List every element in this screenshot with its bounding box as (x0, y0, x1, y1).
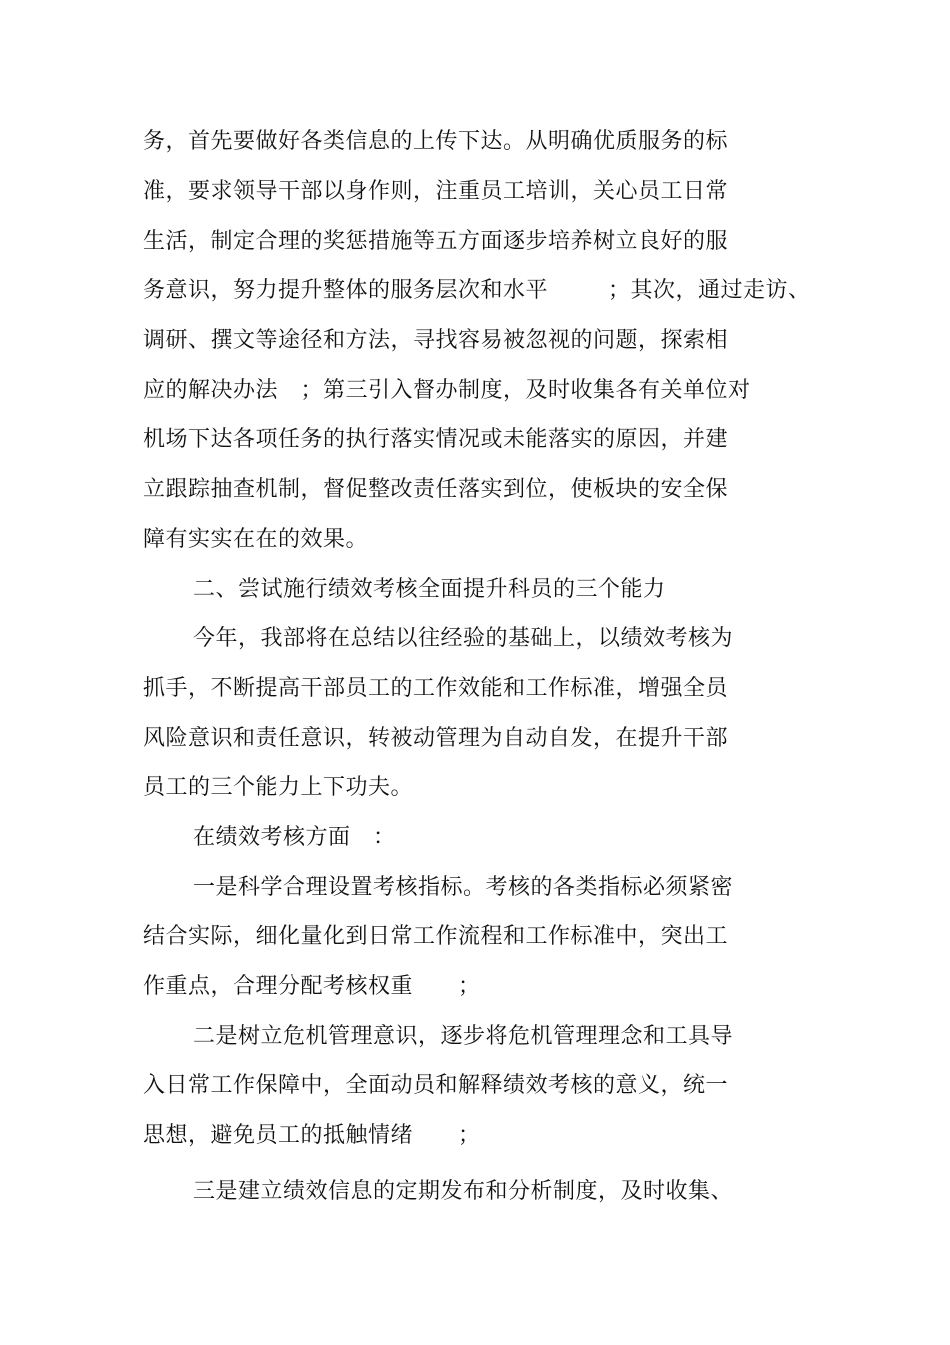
text-line: 二是树立危机管理意识，逐步将危机管理理念和工具导 (193, 1024, 734, 1049)
text-line: 思想，避免员工的抵触情绪 ； (143, 1123, 481, 1148)
text-line: 机场下达各项任务的执行落实情况或未能落实的原因，并建 (143, 427, 729, 452)
text-line: 一是科学合理设置考核指标。考核的各类指标必须紧密 (193, 875, 734, 900)
text-line: 在绩效考核方面 ： (193, 825, 396, 850)
text-line: 作重点，合理分配考核权重 ； (143, 974, 481, 999)
section-heading: 二、尝试施行绩效考核全面提升科员的三个能力 (193, 577, 666, 602)
text-line: 今年，我部将在总结以往经验的基础上，以绩效考核为 (193, 626, 734, 651)
text-line: 风险意识和责任意识，转被动管理为自动自发，在提升干部 (143, 726, 729, 751)
text-line: 调研、撰文等途径和方法，寻找容易被忽视的问题，探索相 (143, 328, 729, 353)
text-line: 应的解决办法 ；第三引入督办制度，及时收集各有关单位对 (143, 378, 751, 403)
text-line: 生活，制定合理的奖惩措施等五方面逐步培养树立良好的服 (143, 229, 729, 254)
text-line: 三是建立绩效信息的定期发布和分析制度，及时收集、 (193, 1179, 734, 1204)
text-line: 障有实实在在的效果。 (143, 527, 369, 552)
text-line: 务意识，努力提升整体的服务层次和水平 ；其次，通过走访、 (143, 278, 811, 303)
text-line: 结合实际，细化量化到日常工作流程和工作标准中，突出工 (143, 924, 729, 949)
text-line: 员工的三个能力上下功夫。 (143, 775, 414, 800)
text-line: 立跟踪抽查机制，督促整改责任落实到位，使板块的安全保 (143, 477, 729, 502)
text-line: 务，首先要做好各类信息的上传下达。从明确优质服务的标 (143, 129, 729, 154)
text-line: 准，要求领导干部以身作则，注重员工培训，关心员工日常 (143, 179, 729, 204)
text-line: 抓手，不断提高干部员工的工作效能和工作标准，增强全员 (143, 676, 729, 701)
text-line: 入日常工作保障中，全面动员和解释绩效考核的意义，统一 (143, 1073, 729, 1098)
